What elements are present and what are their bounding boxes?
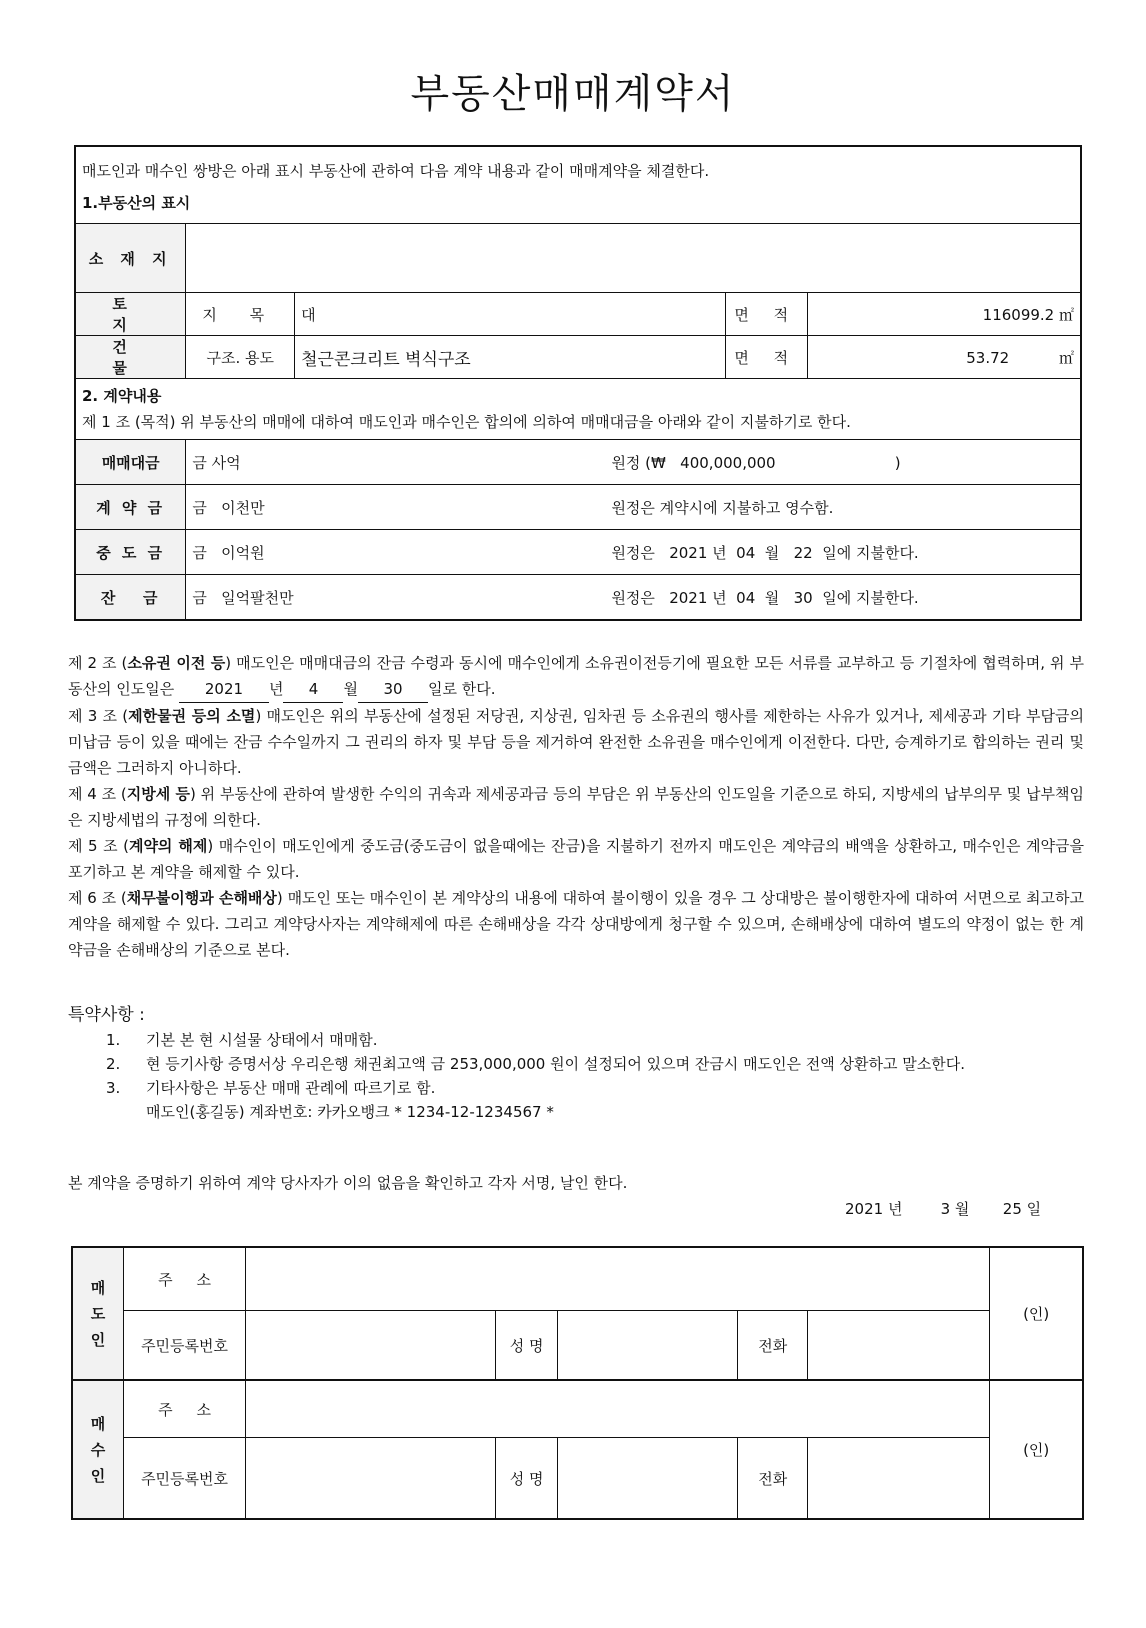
article3: 제 3 조 (제한물권 등의 소멸) 매도인은 위의 부동산에 설정된 저당권, 지상권, 임차권 등 소유권의 행사를 제한하는 사유가 있거나, 제세공과 기타 부담금의 미납금 등이 있을 때에는 잔금 수수일까지 그 권리의 하자 및 부담 등을 제거하여 완전한 소유권을 매수인에게 이전한다. 다만, 승계하기로 합의하는 권리 및 금액은 그러하지 아니하다. <box>68 707 1084 777</box>
building-area-label: 면 적 <box>725 336 807 379</box>
section2-title: 2. 계약내용 <box>82 387 162 405</box>
page-title: 부동산매매계약서 <box>410 71 736 117</box>
section1-title: 1.부동산의 표시 <box>82 194 191 212</box>
articles <box>68 650 1084 963</box>
seller-name-field[interactable] <box>558 1311 738 1381</box>
payment-total-desc: 원정 (₩ 400,000,000 ) <box>611 453 901 472</box>
special-item: 1. 기본 본 현 시설물 상태에서 매매함. <box>106 1031 378 1049</box>
special-item: 2. 현 등기사항 증명서상 우리은행 채권최고액 금 253,000,000 원이 설정되어 있으며 잔금시 매도인은 전액 상환하고 말소한다. <box>106 1055 966 1073</box>
buyer-address-field[interactable] <box>246 1380 990 1438</box>
seller-id-field[interactable] <box>246 1311 496 1381</box>
article6: 제 6 조 (채무불이행과 손해배상) 매도인 또는 매수인이 본 계약상의 내용에 대하여 불이행이 있을 경우 그 상대방은 불이행한자에 대하여 서면으로 최고하고 계약을 해제할 수 있다. 그리고 계약당사자는 계약해제에 따른 손해배상을 각각 상대방에게 청구할 수 있으며, 손해배상에 대하여 별도의 약정이 없는 한 계약금을 손해배상의 기준으로 본다. <box>68 889 1084 959</box>
seller-name-label: 성 명 <box>496 1311 558 1381</box>
balance-desc: 원정은 2021 년 04 월 30 일에 지불한다. <box>611 588 919 607</box>
handover-month: 4 <box>283 676 343 703</box>
buyer-role: 매 수 인 <box>72 1380 124 1519</box>
deposit-amount: 금 이천만 <box>186 485 726 530</box>
land-area-label: 면 적 <box>725 293 807 336</box>
building-area-unit: ㎡ <box>1058 348 1074 367</box>
buyer-phone-label: 전화 <box>738 1438 808 1520</box>
payment-total-label: 매매대금 <box>75 440 186 485</box>
interim-amount: 금 이억원 <box>186 530 726 575</box>
seller-seal: (인) <box>990 1247 1083 1380</box>
structure-label: 구조. 용도 <box>186 336 295 379</box>
article4: 제 4 조 (지방세 등) 위 부동산에 관하여 발생한 수익의 귀속과 제세공과금 등의 부담은 위 부동산의 인도일을 기준으로 하되, 지방세의 납부의무 및 납부책임은 지방세법의 규정에 의한다. <box>68 785 1084 829</box>
seller-role: 매 도 인 <box>72 1247 124 1380</box>
seller-address-field[interactable] <box>246 1247 990 1311</box>
structure-value: 철근콘크리트 벽식구조 <box>295 336 726 379</box>
balance-amount: 금 일억팔천만 <box>186 575 726 621</box>
land-area-value: 116099.2 ㎡ <box>807 293 1081 336</box>
seller-address-label: 주 소 <box>124 1247 246 1311</box>
buyer-phone-field[interactable] <box>808 1438 990 1520</box>
building-area-value: 53.72 <box>966 348 1010 367</box>
article2: 제 2 조 (소유권 이전 등) 매도인은 매매대금의 잔금 수령과 동시에 매수인에게 소유권이전등기에 필요한 모든 서류를 교부하고 등 기절차에 협력하며, 위 부동산의 인도일은 2021 년 4 월 30 일로 한다. <box>68 650 1084 703</box>
land-category-label: 지 목 <box>186 293 295 336</box>
balance-label: 잔 금 <box>75 575 186 621</box>
article1-text: 제 1 조 (목적) 위 부동산의 매매에 대하여 매도인과 매수인은 합의에 의하여 매매대금을 아래와 같이 지불하기로 한다. <box>82 413 851 431</box>
property-table <box>74 145 1082 621</box>
seller-phone-label: 전화 <box>738 1311 808 1381</box>
deposit-desc: 원정은 계약시에 지불하고 영수함. <box>611 498 834 517</box>
handover-year: 2021 <box>179 676 269 703</box>
land-label: 토 지 <box>75 293 186 336</box>
parties-table <box>71 1246 1084 1520</box>
buyer-name-field[interactable] <box>558 1438 738 1520</box>
special-terms-title: 특약사항 : <box>68 1005 145 1025</box>
seller-phone-field[interactable] <box>808 1311 990 1381</box>
building-label: 건 물 <box>75 336 186 379</box>
buyer-address-label: 주 소 <box>124 1380 246 1438</box>
buyer-name-label: 성 명 <box>496 1438 558 1520</box>
special-item: 3. 기타사항은 부동산 매매 관례에 따르기로 함. 매도인(홍길동) 계좌번호: 카카오뱅크 * 1234-12-1234567 * <box>106 1079 554 1121</box>
seller-id-label: 주민등록번호 <box>124 1311 246 1381</box>
buyer-seal: (인) <box>990 1380 1083 1519</box>
buyer-id-field[interactable] <box>246 1438 496 1520</box>
deposit-label: 계 약 금 <box>75 485 186 530</box>
interim-label: 중 도 금 <box>75 530 186 575</box>
special-terms-list <box>106 1028 1090 1124</box>
account-info: 매도인(홍길동) 계좌번호: 카카오뱅크 * 1234-12-1234567 * <box>146 1103 554 1121</box>
location-label: 소 재 지 <box>75 224 186 293</box>
article5: 제 5 조 (계약의 해제) 매수인이 매도인에게 중도금(중도금이 없을때에는 잔금)을 지불하기 전까지 매도인은 계약금의 배액을 상환하고, 매수인은 계약금을 포기하고 본 계약을 해제할 수 있다. <box>68 837 1084 881</box>
closing-statement: 본 계약을 증명하기 위하여 계약 당사자가 이의 없음을 확인하고 각자 서명, 날인 한다. <box>68 1174 628 1192</box>
location-value <box>186 224 1081 293</box>
intro-text: 매도인과 매수인 쌍방은 아래 표시 부동산에 관하여 다음 계약 내용과 같이 매매계약을 체결한다. <box>82 162 710 180</box>
contract-date: 2021 년 3 월 25 일 <box>845 1200 1042 1218</box>
land-category-value: 대 <box>295 293 726 336</box>
interim-desc: 원정은 2021 년 04 월 22 일에 지불한다. <box>611 543 919 562</box>
payment-total-amount: 금 사억 <box>186 440 726 485</box>
handover-day: 30 <box>358 676 428 703</box>
buyer-id-label: 주민등록번호 <box>124 1438 246 1520</box>
